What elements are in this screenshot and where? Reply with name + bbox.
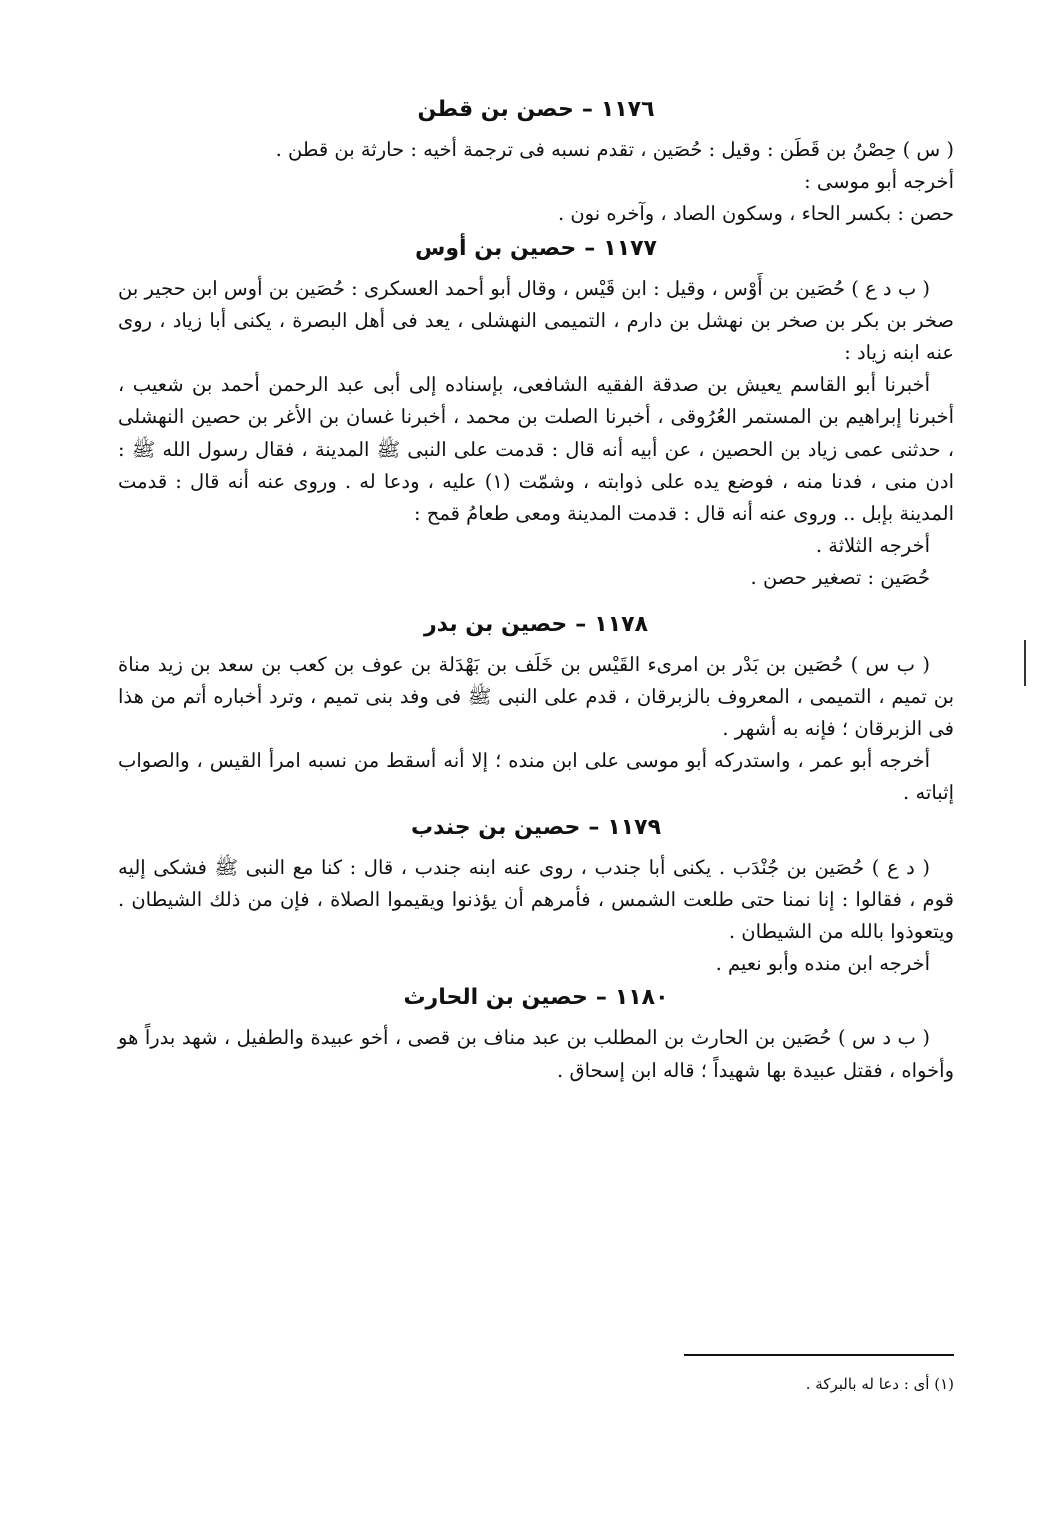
scan-margin-mark — [1024, 640, 1026, 686]
entry-dash: – — [584, 235, 596, 261]
entry-number: ١١٧٧ — [603, 235, 657, 261]
entry-heading — [118, 607, 954, 643]
entry-1180 — [118, 980, 954, 1086]
entry-text: ( س ) حِصْنُ بن قَطَن : وقيل : حُصَين ، تقدم نسبه فى ترجمة أخيه : حارثة بن قطن . — [275, 138, 954, 161]
entry-dash: – — [575, 611, 587, 637]
entry-heading — [118, 980, 954, 1016]
entry-text: أخرجه الثلاثة . — [815, 534, 930, 558]
footnote-divider — [684, 1354, 954, 1356]
entry-1178 — [118, 607, 954, 810]
entry-text: ( د ع ) حُصَين بن جُنْدَب . يكنى أبا جندب ، روى عنه ابنه جندب ، قال : كنا مع النبى ﷺ فشكى إليه قوم ، فقالوا : إنا نمنا حتى طلعت الشمس ، فأمرهم أن يؤذنوا ويقيموا الصلاة ، فإن من ذلك الشيطان . ويتعوذوا بالله من الشيطان . — [118, 855, 954, 944]
entry-1179 — [118, 810, 954, 981]
entry-1177 — [118, 231, 954, 595]
entry-dash: – — [588, 814, 600, 840]
page-content — [118, 92, 954, 1087]
entry-1176 — [118, 92, 954, 231]
entry-number: ١١٧٦ — [600, 97, 655, 122]
entry-name: حصين بن أوس — [415, 235, 577, 261]
entry-name: حصين بن الحارث — [403, 985, 588, 1011]
entry-text: حُصَين : تصغير حصن . — [750, 566, 930, 590]
entry-name: حصين بن جندب — [410, 814, 581, 840]
entry-heading — [118, 92, 954, 128]
section-gap — [118, 595, 954, 607]
entry-text: أخرجه أبو عمر ، واستدركه أبو موسى على ابن منده ؛ إلا أنه أسقط من نسبه امرأ القيس ، والصواب إثباته . — [118, 749, 954, 805]
entry-text: حصن : بكسر الحاء ، وسكون الصاد ، وآخره نون . — [557, 202, 954, 226]
entry-dash: – — [595, 985, 607, 1011]
entry-dash: – — [581, 97, 593, 122]
entry-text: أخرجه ابن منده وأبو نعيم . — [715, 952, 930, 976]
entry-text: أخبرنا أبو القاسم يعيش بن صدقة الفقيه الشافعى، بإسناده إلى أبى عبد الرحمن أحمد بن شعيب ، أخبرنا إبراهيم بن المستمر العُرُوقى ، أخبرنا الصلت بن محمد ، أخبرنا غسان بن الأغر بن حصين النهشلى ، حدثنى عمى زياد بن الحصين ، عن أبيه أنه قال : قدمت على النبى ﷺ المدينة ، فقال رسول الله ﷺ : ادن منى ، فدنا منه ، فوضع يده على ذوابته ، وشمّت (١) عليه ، ودعا له . وروى عنه أنه قال : قدمت المدينة بإبل .. وروى عنه أنه قال : قدمت المدينة ومعى طعامُ قمح : — [118, 373, 954, 526]
entry-text: ( ب د ع ) حُصَين بن أَوْس ، وقيل : ابن قَيْس ، وقال أبو أحمد العسكرى : حُصَين بن أوس ابن حجير بن صخر بن بكر بن صخر بن نهشل بن دارم ، التميمى النهشلى ، يعد فى أهل البصرة ، يكنى أبا زياد ، روى عنه ابنه زياد : — [118, 276, 954, 365]
entry-number: ١١٨٠ — [614, 985, 669, 1011]
entry-name: حصين بن بدر — [423, 611, 568, 637]
entry-heading — [118, 810, 954, 846]
footnote: (١) أى : دعا له بالبركة . — [805, 1375, 954, 1393]
entry-text: أخرجه أبو موسى : — [804, 170, 954, 194]
entry-text: ( ب س ) حُصَين بن بَدْر بن امرىء القَيْس بن خَلَف بن بَهْدَلة بن عوف بن كعب بن سعد بن زيد مناة بن تميم ، التميمى ، المعروف بالزبرقان ، قدم على النبى ﷺ فى وفد بنى تميم ، وترد أخباره أتم من هذا فى الزبرقان ؛ فإنه به أشهر . — [118, 652, 954, 741]
entry-number: ١١٧٨ — [594, 611, 649, 637]
entry-name: حصن بن قطن — [417, 97, 574, 122]
entry-text: ( ب د س ) حُصَين بن الحارث بن المطلب بن عبد مناف بن قصى ، أخو عبيدة والطفيل ، شهد بدراً هو وأخواه ، فقتل عبيدة بها شهيداً ؛ قاله ابن إسحاق . — [118, 1026, 954, 1082]
entry-heading — [118, 231, 954, 267]
entry-number: ١١٧٩ — [607, 814, 662, 840]
